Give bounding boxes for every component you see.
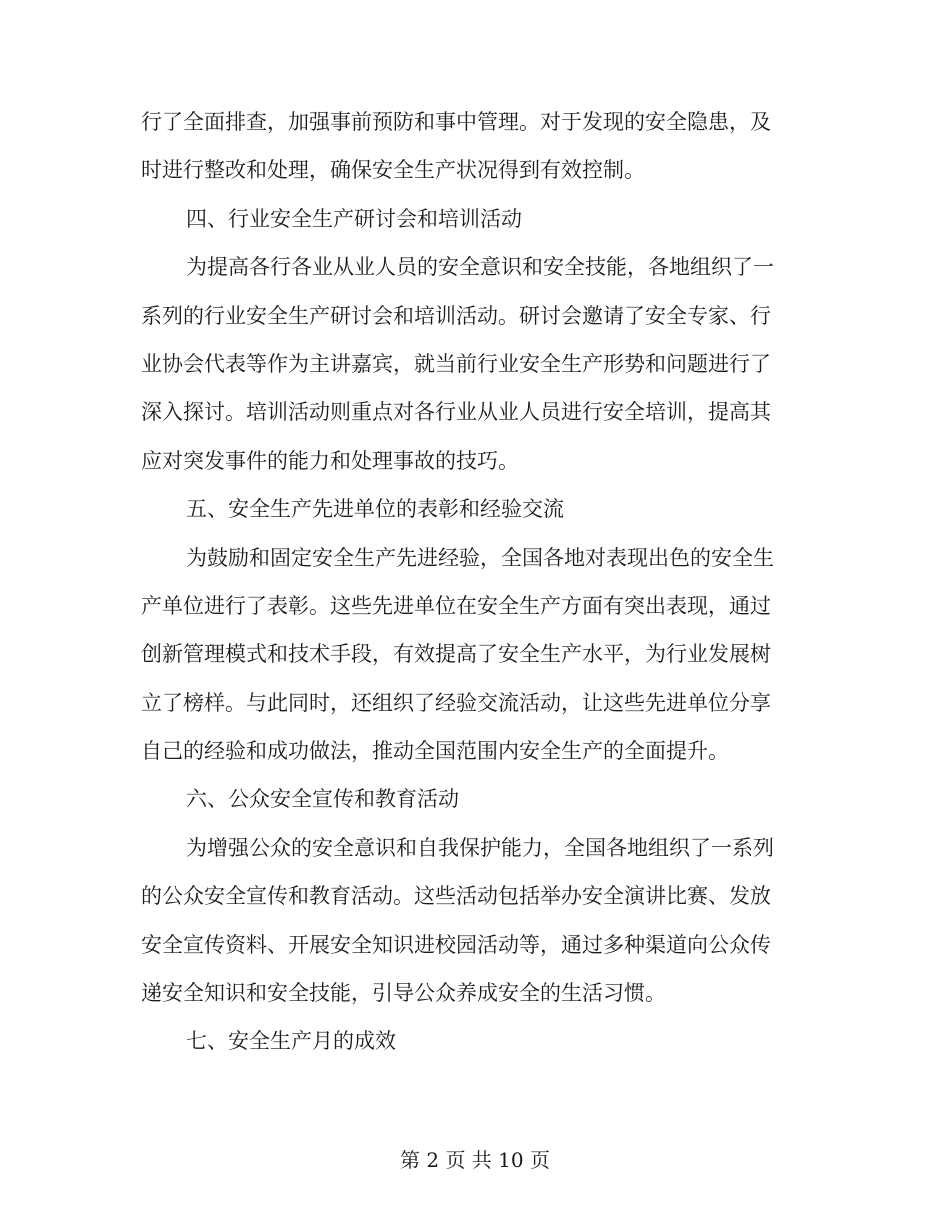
section-heading: 七、安全生产月的成效 (186, 1029, 396, 1054)
paragraph-line: 安全宣传资料、开展安全知识进校园活动等，通过多种渠道向公众传 (141, 932, 771, 957)
paragraph-line: 时进行整改和处理，确保安全生产状况得到有效控制。 (141, 158, 645, 183)
section-heading: 六、公众安全宣传和教育活动 (186, 787, 459, 812)
paragraph-line: 行了全面排查，加强事前预防和事中管理。对于发现的安全隐患，及 (141, 110, 771, 134)
paragraph-line: 系列的行业安全生产研讨会和培训活动。研讨会邀请了安全专家、行 (141, 303, 771, 328)
document-body (141, 98, 801, 1066)
paragraph-line: 业协会代表等作为主讲嘉宾，就当前行业安全生产形势和问题进行了 (141, 351, 771, 376)
paragraph-line: 的公众安全宣传和教育活动。这些活动包括举办安全演讲比赛、发放 (141, 884, 771, 909)
paragraph-line: 应对突发事件的能力和处理事故的技巧。 (141, 448, 519, 473)
paragraph-line: 立了榜样。与此同时，还组织了经验交流活动，让这些先进单位分享 (141, 690, 771, 715)
paragraph-line: 为鼓励和固定安全生产先进经验，全国各地对表现出色的安全生 (186, 545, 774, 570)
page-number-footer: 第 2 页 共 10 页 (400, 1148, 550, 1172)
section-heading: 四、行业安全生产研讨会和培训活动 (186, 206, 522, 231)
paragraph-line: 深入探讨。培训活动则重点对各行业从业人员进行安全培训，提高其 (141, 400, 771, 425)
paragraph-line: 递安全知识和安全技能，引导公众养成安全的生活习惯。 (141, 981, 666, 1006)
paragraph-line: 为提高各行各业从业人员的安全意识和安全技能，各地组织了一 (186, 255, 774, 280)
paragraph-line: 产单位进行了表彰。这些先进单位在安全生产方面有突出表现，通过 (141, 593, 771, 618)
paragraph-line: 创新管理模式和技术手段，有效提高了安全生产水平，为行业发展树 (141, 642, 771, 667)
paragraph-line: 自己的经验和成功做法，推动全国范围内安全生产的全面提升。 (141, 739, 729, 764)
paragraph-line: 为增强公众的安全意识和自我保护能力，全国各地组织了一系列 (186, 835, 774, 860)
section-heading: 五、安全生产先进单位的表彰和经验交流 (186, 497, 564, 522)
